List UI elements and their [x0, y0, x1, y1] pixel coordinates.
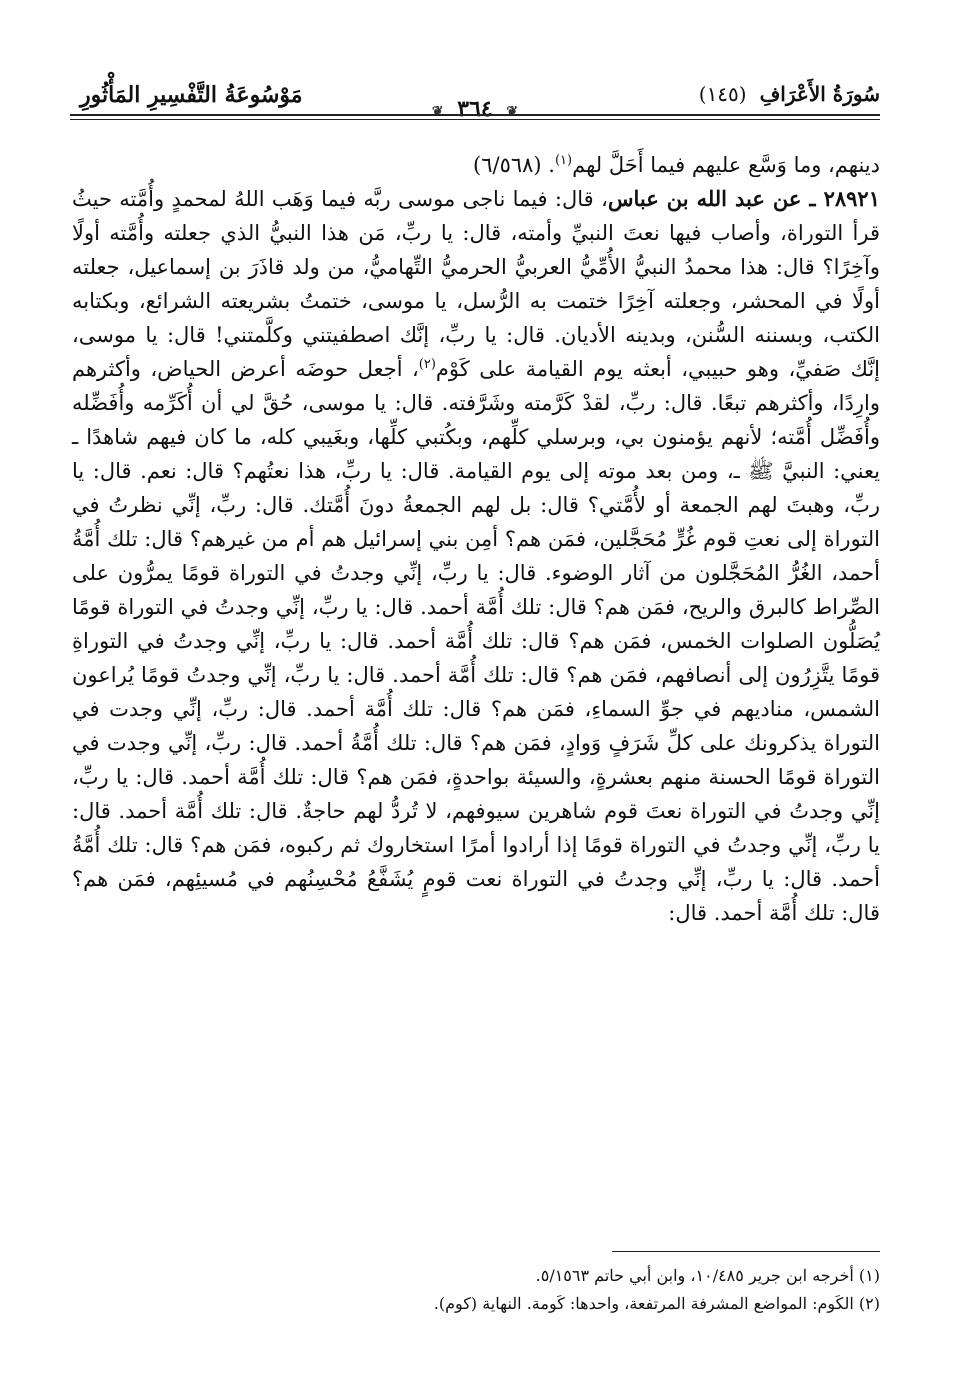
- header-rule-thick: [70, 114, 880, 116]
- hadith-paragraph: ٢٨٩٢١ ـ عن عبد الله بن عباس، قال: فيما ناجى موسى ربَّه فيما وَهَب اللهُ لمحمدٍ وأُمَّته حيثُ قرأ التوراة، وأصاب فيها نعتَ النبيِّ وأمته، قال: يا ربِّ، مَن هذا النبيُّ الذي جعلته وأُمَّته أولًا وآخِرًا؟ قال: هذا محمدُ النبيُّ الأُمِّيُّ العربيُّ الحرميُّ التِّهاميُّ، من ولد قاذَرَ بن إسماعيل، جعلته أولًا في المحشر، وجعلته آخِرًا ختمت به الرُّسل، يا موسى، ختمتُ بشريعته الشرائع، وبكتابه الكتب، وبسننه السُّنن، وبدينه الأديان. قال: يا ربِّ، إنَّك اصطفيتني وكلَّمتني! قال: يا موسى، إنَّك صَفيِّ، وهو حبيبي، أبعثه يوم القيامة على كَوْم$^{(٢)}$، أجعل حوضَه أعرض الحياض، وأكثرهم وارِدًا، وأكثرهم تبعًا. قال: ربِّ، لقدْ كَرَّمته وشَرَّفته. قال: يا موسى، حُقَّ لي أن أُكَرِّمه وأُفَضِّله وأُفَضِّل أُمَّته؛ لأنهم يؤمنون بي، وبرسلي كلِّهم، وبكُتبي كلِّها، وبغَيبي كله، ما كان فيهم شاهدًا ـ يعني: النبيَّ ﷺ ـ، ومن بعد موته إلى يوم القيامة. قال: يا ربِّ، هذا نعتُهم؟ قال: نعم. قال: يا ربِّ، وهبتَ لهم الجمعة أو لأُمَّتي؟ قال: بل لهم الجمعةُ دونَ أُمَّتك. قال: ربِّ، إنِّي نظرتُ في التوراة إلى نعتِ قوم غُرٍّ مُحَجَّلين، فمَن هم؟ أمِن بني إسرائيل هم أم من غيرهم؟ قال: تلك أُمَّةُ أحمد، الغُرُّ المُحَجَّلون من آثار الوضوء. قال: يا ربِّ، إنِّي وجدتُ في التوراة قومًا يمرُّون على الصِّراط كالبرق والريح، فمَن هم؟ قال: تلك أُمَّة أحمد. قال: يا ربِّ، إنِّي وجدتُ في التوراة قومًا يُصَلُّون الصلوات الخمس، فمَن هم؟ قال: تلك أُمَّة أحمد. قال: يا ربِّ، إنِّي وجدتُ في التوراةِ قومًا يتَّزِرُون إلى أنصافهم، فمَن هم؟ قال: تلك أُمَّة أحمد. قال: يا ربِّ، إنِّي وجدتُ قومًا يُراعون الشمس، مناديهم في جوِّ السماءِ، فمَن هم؟ قال: تلك أُمَّة أحمد. قال: ربِّ، إنِّي وجدت في التوراة يذكرونك على كلِّ شَرَفٍ وَوادٍ، فمَن هم؟ قال: تلك أُمَّةُ أحمد. قال: ربِّ، إنِّي وجدت في التوراة قومًا الحسنة منهم بعشرةٍ، والسيئة بواحدةٍ، فمَن هم؟ قال: تلك أُمَّة أحمد. قال: يا ربِّ، إنِّي وجدتُ في التوراة نعتَ قوم شاهرين سيوفهم، لا تُردُّ لهم حاجةٌ. قال: تلك أُمَّة أحمد. قال: يا ربِّ، إنِّي وجدتُ في التوراة قومًا إذا أرادوا أمرًا استخاروك ثم ركبوه، فمَن هم؟ قال: تلك أُمَّةُ أحمد. قال: يا ربِّ، إنِّي وجدتُ في التوراة نعت قومٍ يُشَفَّعُ مُحْسِنُهم في مُسيئِهم، فمَن هم؟ قال: تلك أُمَّة أحمد. قال:: [72, 186, 881, 925]
- left-ornament-icon: ❦: [431, 104, 444, 120]
- p1-reference: . (٦/٥٦٨): [473, 153, 555, 177]
- footnote-1: (١) أخرجه ابن جرير ١٠/٤٨٥، وابن أبي حاتم ٥/١٥٦٣.: [535, 1266, 880, 1285]
- footnote-separator: [612, 1251, 880, 1252]
- footnote-2: (٢) الكَوم: المواضع المشرفة المرتفعة، واحدها: كَومة. النهاية (كوم).: [433, 1294, 880, 1313]
- right-ornament-icon: ❦: [506, 104, 519, 120]
- hadith-text-2: ، أجعل حوضَه أعرض الحياض، وأكثرهم وارِدًا، وأكثرهم تبعًا. قال: ربِّ، لقدْ كَرَّمته وشَرَّفته. قال: يا موسى، حُقَّ لي أن أُكَرِّمه وأُفَضِّله وأُفَضِّل أُمَّته؛ لأنهم يؤمنون بي، وبرسلي كلِّهم، وبكُتبي كلِّها، وبغَيبي كله، ما كان فيهم شاهدًا ـ يعني: النبيَّ ﷺ ـ، ومن بعد موته إلى يوم القيامة. قال: يا ربِّ، هذا نعتُهم؟ قال: نعم. قال: يا ربِّ، وهبتَ لهم الجمعة أو لأُمَّتي؟ قال: بل لهم الجمعةُ دونَ أُمَّتك. قال: ربِّ، إنِّي نظرتُ في التوراة إلى نعتِ قوم غُرٍّ مُحَجَّلين، فمَن هم؟ أمِن بني إسرائيل هم أم من غيرهم؟ قال: تلك أُمَّةُ أحمد، الغُرُّ المُحَجَّلون من آثار الوضوء. قال: يا ربِّ، إنِّي وجدتُ في التوراة قومًا يمرُّون على الصِّراط كالبرق والريح، فمَن هم؟ قال: تلك أُمَّة أحمد. قال: يا ربِّ، إنِّي وجدتُ في التوراة قومًا يُصَلُّون الصلوات الخمس، فمَن هم؟ قال: تلك أُمَّة أحمد. قال: يا ربِّ، إنِّي وجدتُ في التوراةِ قومًا يتَّزِرُون إلى أنصافهم، فمَن هم؟ قال: تلك أُمَّة أحمد. قال: يا ربِّ، إنِّي وجدتُ قومًا يُراعون الشمس، مناديهم في جوِّ السماءِ، فمَن هم؟ قال: تلك أُمَّة أحمد. قال: ربِّ، إنِّي وجدت في التوراة يذكرونك على كلِّ شَرَفٍ وَوادٍ، فمَن هم؟ قال: تلك أُمَّةُ أحمد. قال: ربِّ، إنِّي وجدت في التوراة قومًا الحسنة منهم بعشرةٍ، والسيئة بواحدةٍ، فمَن هم؟ قال: تلك أُمَّة أحمد. قال: يا ربِّ، إنِّي وجدتُ في التوراة نعتَ قوم شاهرين سيوفهم، لا تُردُّ لهم حاجةٌ. قال: تلك أُمَّة أحمد. قال: يا ربِّ، إنِّي وجدتُ في التوراة قومًا إذا أرادوا أمرًا استخاروك ثم ركبوه، فمَن هم؟ قال: تلك أُمَّةُ أحمد. قال: يا ربِّ، إنِّي وجدتُ في التوراة نعت قومٍ يُشَفَّعُ مُحْسِنُهم في مُسيئِهم، فمَن هم؟ قال: تلك أُمَّة أحمد. قال:: [72, 357, 880, 925]
- page-number: ٣٦٤: [457, 96, 493, 122]
- verse-reference: (١٤٥): [698, 82, 747, 106]
- surah-title: [699, 82, 880, 106]
- footnote-marker-1[interactable]: (١): [554, 153, 573, 168]
- hadith-text-1: ، قال: فيما ناجى موسى ربَّه فيما وَهَب اللهُ لمحمدٍ وأُمَّته حيثُ قرأ التوراة، وأصاب فيها نعتَ النبيِّ وأمته، قال: يا ربِّ، مَن هذا النبيُّ الذي جعلته وأُمَّته أولًا وآخِرًا؟ قال: هذا محمدُ النبيُّ الأُمِّيُّ العربيُّ الحرميُّ التِّهاميُّ، من ولد قاذَرَ بن إسماعيل، جعلته أولًا في المحشر، وجعلته آخِرًا ختمت به الرُّسل، يا موسى، ختمتُ بشريعته الشرائع، وبكتابه الكتب، وبسننه السُّنن، وبدينه الأديان. قال: يا ربِّ، إنَّك اصطفيتني وكلَّمتني! قال: يا موسى، إنَّك صَفيِّ، وهو حبيبي، أبعثه يوم القيامة على كَوْم: [72, 187, 881, 381]
- paragraph-continuation: [72, 148, 880, 182]
- hadith-number: ٢٨٩٢١: [823, 186, 880, 211]
- footnote-marker-2[interactable]: (٢): [418, 357, 436, 372]
- running-header: [70, 70, 880, 130]
- header-rule-thin: [70, 119, 880, 120]
- main-text: [72, 148, 880, 930]
- narrator: عن عبد الله بن عباس: [607, 186, 802, 211]
- surah-name: سُورَةُ الأَعْرَافِ: [759, 82, 880, 106]
- footnotes: [72, 1262, 880, 1318]
- book-title: مَوْسُوعَةُ التَّفْسِيرِ المَأْثُورِ: [80, 82, 303, 108]
- p1-text: دينهم، وما وَسَّع عليهم فيما أَحَلَّ لهم: [572, 153, 880, 177]
